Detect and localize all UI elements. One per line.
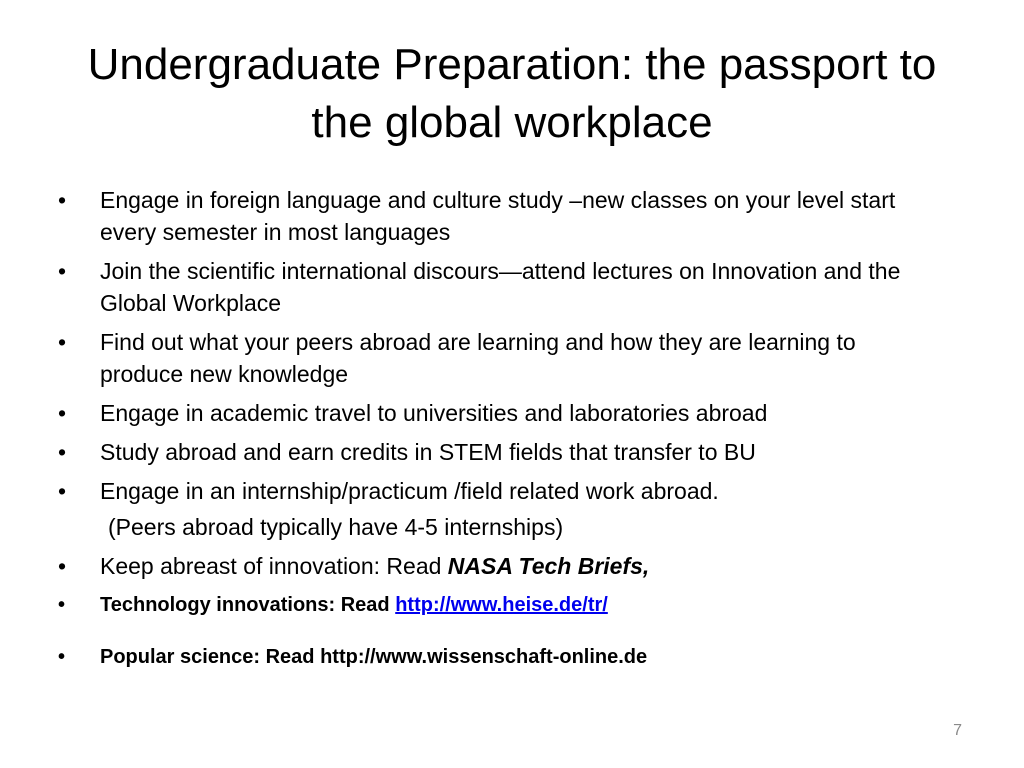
bullet-dot: • (58, 400, 67, 426)
bullet-text-language-study: Engage in foreign language and culture study –new classes on your level start every semester in most languages (100, 187, 896, 245)
bullet-dot: • (58, 258, 67, 284)
bullet-text-scientific-discourse: Join the scientific international discours—attend lectures on Innovation and the Global Workplace (100, 258, 901, 316)
list-item (58, 641, 938, 673)
page-number: 7 (953, 722, 962, 739)
bullet-dot: • (58, 646, 66, 668)
list-item (58, 436, 938, 468)
bullet-dot: • (58, 594, 66, 616)
bullet-text-academic-travel: Engage in academic travel to universities and laboratories abroad (100, 400, 768, 426)
bullet-dot: • (58, 329, 67, 355)
bullet-text-tech-prefix: Technology innovations: Read (100, 594, 396, 616)
bullet-text-popular-science: Popular science: Read http://www.wissenschaft-online.de (100, 646, 648, 668)
bullet-dot: • (58, 478, 67, 504)
bullet-text-nasa-prefix: Keep abreast of innovation: Read (100, 553, 448, 579)
slide-title: Undergraduate Preparation: the passport to the global workplace (87, 40, 937, 147)
bullet-text-internship: Engage in an internship/practicum /field related work abroad. (100, 478, 719, 504)
list-item (58, 550, 938, 582)
list-item (58, 475, 938, 507)
bullet-text-peers-abroad: Find out what your peers abroad are learning and how they are learning to produce new knowledge (100, 329, 856, 387)
nasa-tech-briefs-title: NASA Tech Briefs, (447, 553, 650, 579)
list-item (58, 326, 938, 390)
internship-note: (Peers abroad typically have 4-5 internships) (108, 514, 564, 540)
bullet-dot: • (58, 439, 67, 465)
heise-link[interactable]: http://www.heise.de/tr/ (395, 594, 608, 616)
bullet-dot: • (58, 553, 67, 579)
list-item (58, 255, 938, 319)
list-item (58, 589, 938, 621)
bullet-list (58, 184, 938, 680)
list-item (58, 397, 938, 429)
bullet-text-study-abroad: Study abroad and earn credits in STEM fields that transfer to BU (100, 439, 756, 465)
bullet-dot: • (58, 187, 67, 213)
list-item (58, 184, 938, 248)
